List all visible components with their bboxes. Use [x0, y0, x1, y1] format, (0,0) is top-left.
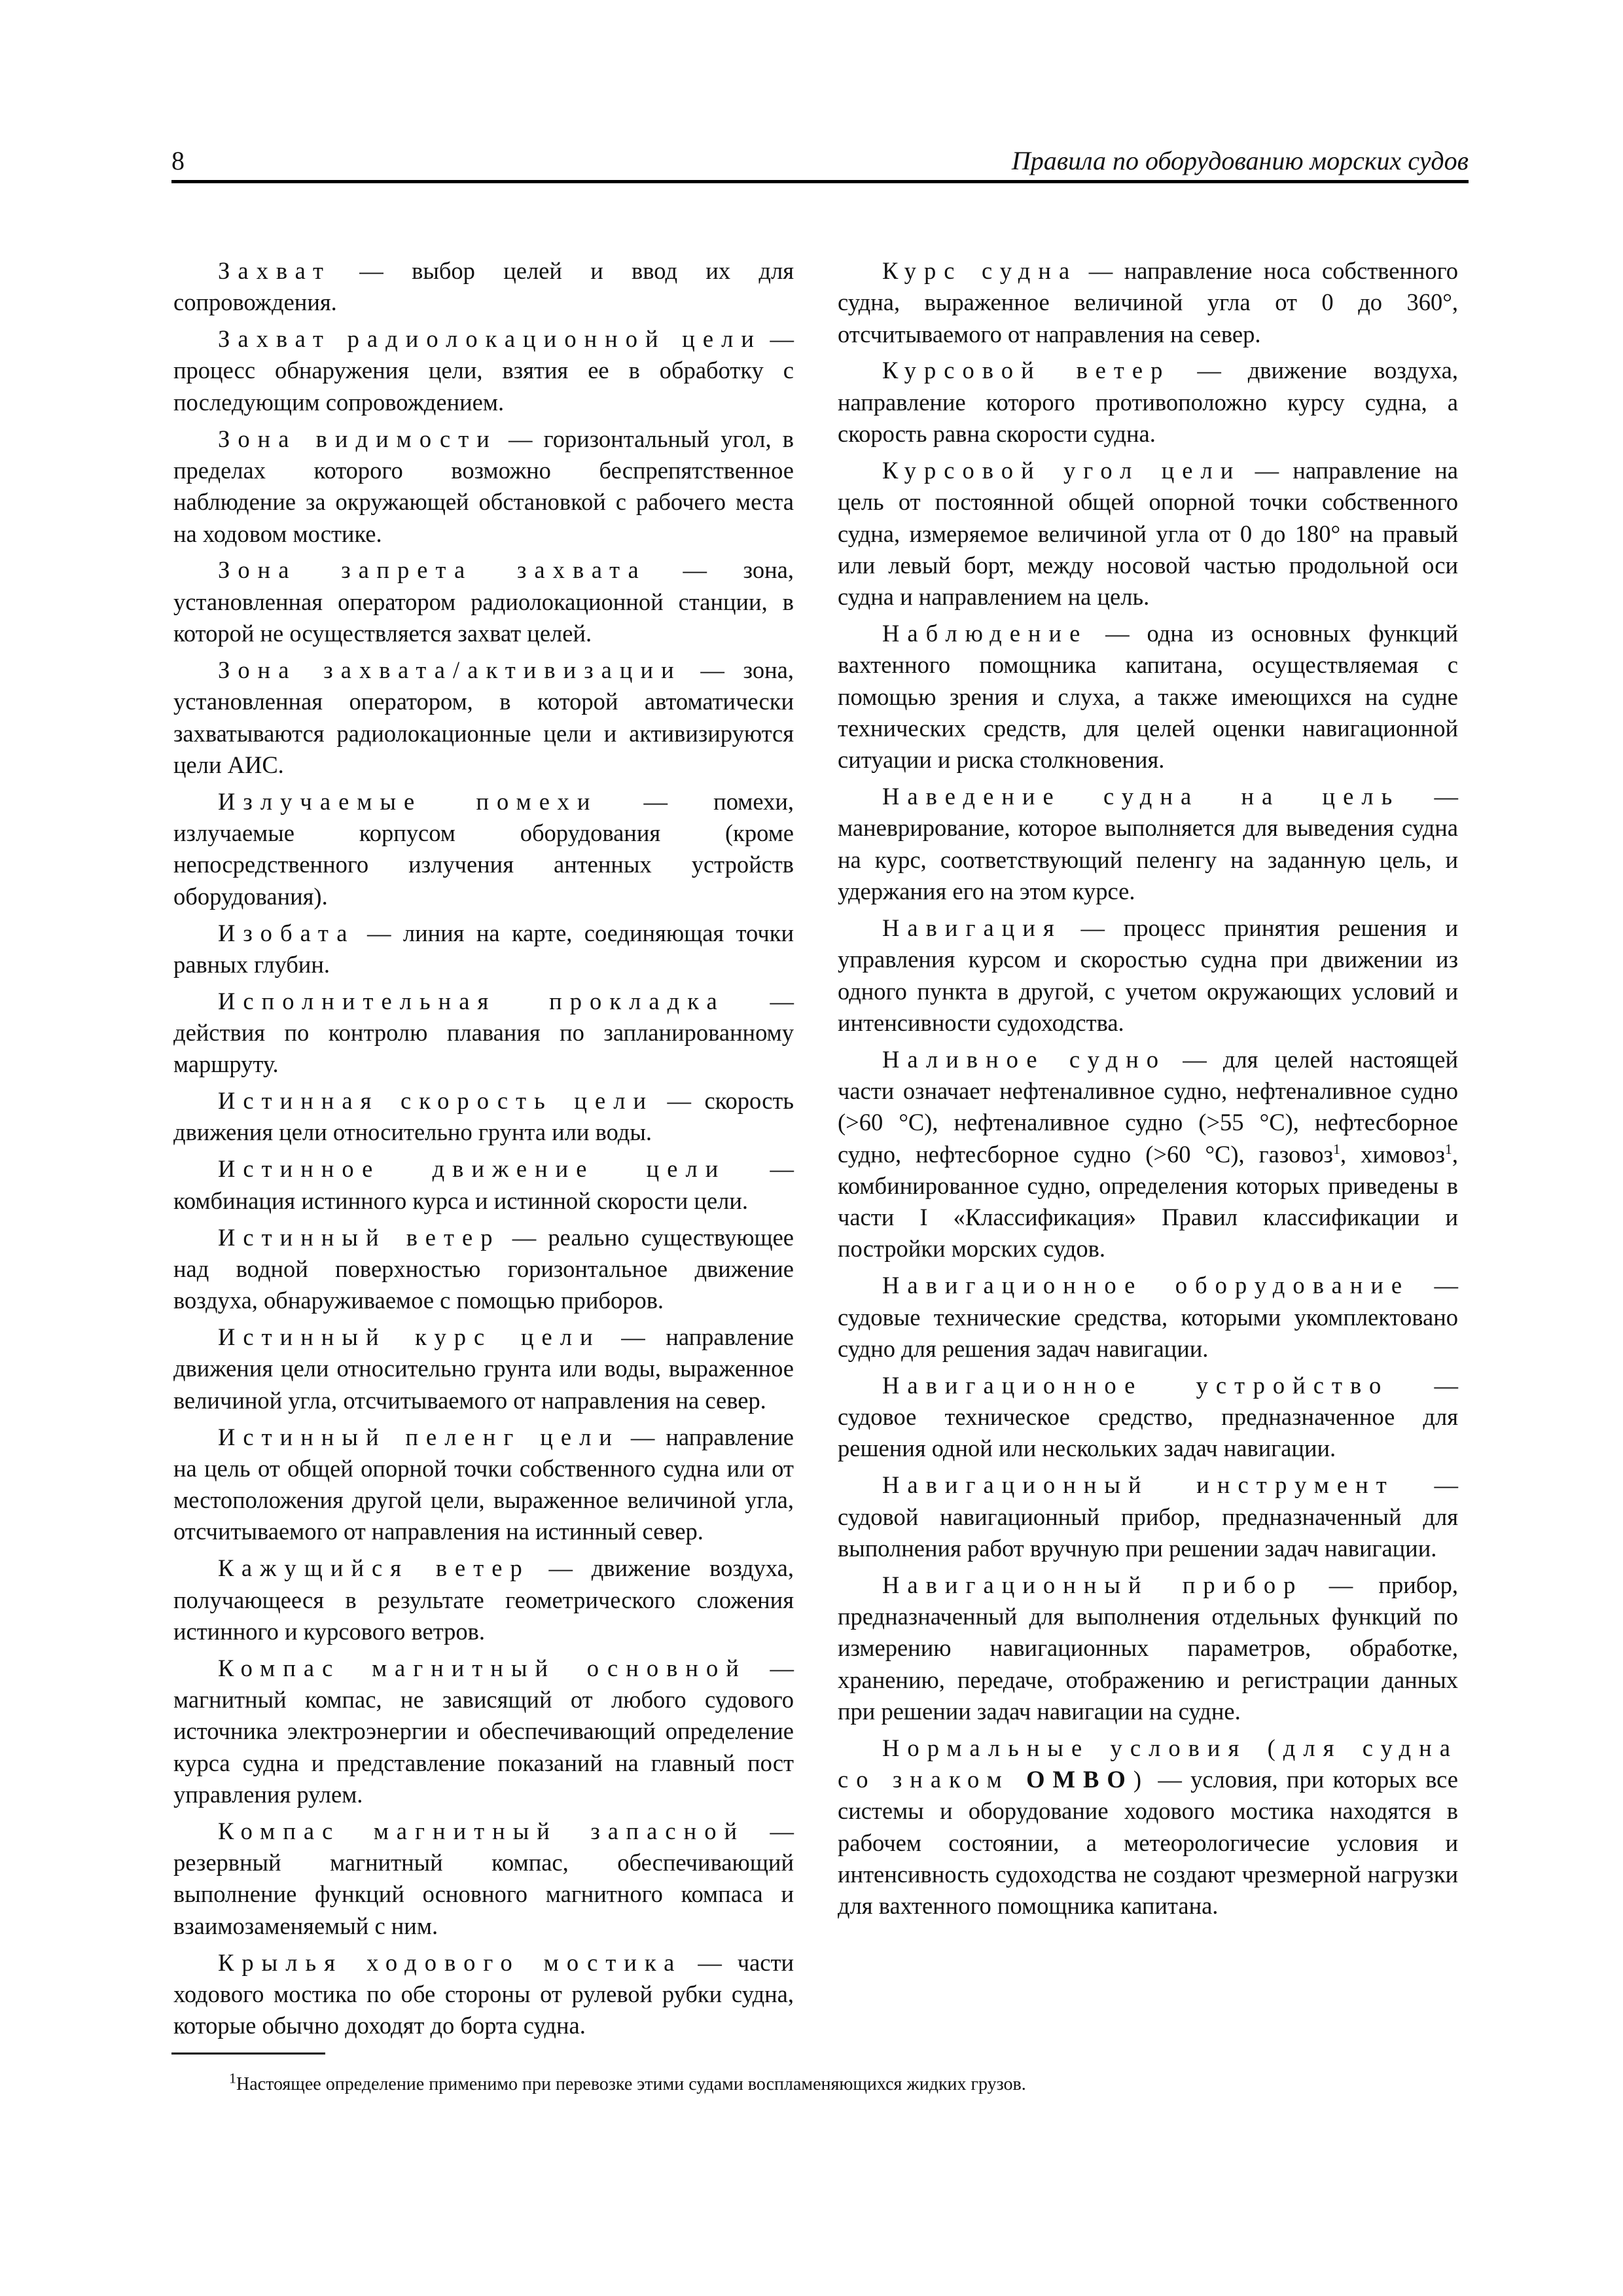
entry-term: Истинное движение цели	[218, 1155, 726, 1183]
entry-term: Компас магнитный запасной	[218, 1817, 745, 1844]
glossary-entry	[173, 554, 794, 649]
glossary-entry	[838, 455, 1458, 613]
entry-term: Навигационное устройство	[882, 1371, 1389, 1399]
glossary-entry	[838, 1270, 1458, 1365]
entry-term: Навигационное оборудование	[882, 1272, 1410, 1299]
entry-term: Компас магнитный основной	[218, 1654, 747, 1681]
entry-definition: — скорость движения цели относительно грунта или воды.	[173, 1087, 794, 1146]
right-column-entries-b	[838, 1270, 1458, 1727]
glossary-entry	[173, 1222, 794, 1317]
glossary-entry	[173, 1153, 794, 1217]
entry-term: Наливное судно	[882, 1045, 1167, 1073]
entry-definition: — действия по контролю плавания по запланированному маршруту.	[173, 987, 794, 1078]
entry-definition: — движение воздуха, направление которого противоположно курсу судна, а скорость равна скорости судна.	[838, 357, 1459, 448]
entry-definition: — зона, установленная оператором радиолокационной станции, в которой не осуществляется захват целей.	[173, 556, 794, 647]
glossary-entry	[173, 1947, 794, 2042]
entry-definition: — направление носа собственного судна, выраженное величиной угла от 0 до 360°, отсчитываемого от направления на север.	[838, 257, 1458, 348]
glossary-entry	[173, 1653, 794, 1810]
footnote-rule	[171, 2053, 325, 2054]
entry-definition: — для целей настоящей части означает нефтеналивное судно, нефтеналивное судно (>60 °С), нефтеналивное судно (>55 °С), нефтесборное судно, нефтесборное судно (>60 °С), газовоз	[838, 1045, 1458, 1168]
entry-term: Истинный курс цели	[218, 1323, 601, 1351]
entry-term: Зона запрета захвата	[218, 556, 647, 584]
entry-term: Наведение судна на цель	[882, 783, 1400, 810]
entry-definition: — процесс обнаружения цели, взятия ее в обработку с последующим сопровождением.	[173, 325, 794, 416]
footnote-ref: 1	[1332, 1140, 1340, 1157]
entry-definition: — одна из основных функций вахтенного помощника капитана, осуществляемая с помощью зрения и слуха, а также имеющихся на судне технических средств, для целей оценки навигационной ситуации и риска столкновения.	[838, 620, 1458, 774]
entry-definition: — магнитный компас, не зависящий от любого судового источника электроэнергии и обеспечивающий определение курса судна и представление показаний на главный пост управления рулем.	[173, 1654, 794, 1808]
entry-definition: — направление на цель от общей опорной точки собственного судна или от местоположения другой цели, выраженное величиной угла, отсчитываемого от направления на истинный север.	[173, 1423, 794, 1545]
entry-definition: — комбинация истинного курса и истинной скорости цели.	[173, 1155, 794, 1214]
glossary-entry	[173, 1816, 794, 1942]
glossary-entry-tanker	[838, 1044, 1458, 1265]
glossary-entry	[173, 1422, 794, 1548]
glossary-entry	[173, 655, 794, 781]
glossary-entry	[838, 1570, 1458, 1727]
entry-term: Навигационный инструмент	[882, 1471, 1395, 1499]
entry-term: Курс судна	[882, 257, 1078, 284]
entry-definition: — условия, при которых все системы и оборудование ходового мостика находятся в рабочем состоянии, а метеорологичесие условия и интенсивность судоходства не создают чрезмерной нагрузки для вахтенного помощника капитана.	[838, 1766, 1458, 1920]
left-column	[173, 255, 794, 2047]
glossary-entry	[838, 912, 1458, 1039]
entry-term: Наблюдение	[882, 620, 1088, 647]
header-rule	[171, 180, 1469, 183]
glossary-entry	[173, 918, 794, 981]
footnote-ref: 1	[1444, 1140, 1452, 1157]
entry-definition: — маневрирование, которое выполняется для выведения судна на курс, соответствующий пеленгу на заданную цель, и удержания его на этом курсе.	[838, 783, 1458, 905]
entry-definition: — направление на цель от постоянной общей опорной точки собственного судна, измеряемое величиной угла от 0 до 180° на правый или левый борт, между носовой частью продольной оси судна и направлением на цель.	[838, 456, 1459, 611]
glossary-entry	[173, 986, 794, 1081]
glossary-entry	[173, 1085, 794, 1149]
entry-term: Истинный пеленг цели	[218, 1423, 620, 1450]
entry-definition: — реально существующее над водной поверхностью горизонтальное движение воздуха, обнаруживаемое с помощью приборов.	[173, 1223, 794, 1314]
glossary-entry	[838, 618, 1458, 776]
glossary-entry	[838, 355, 1458, 450]
entry-definition: — резервный магнитный компас, обеспечивающий выполнение функций основного магнитного компаса и взаимозаменяемый с ним.	[173, 1817, 794, 1939]
entry-term: Изобата	[218, 919, 355, 946]
entry-definition: — прибор, предназначенный для выполнения отдельных функций по измерению навигационных параметров, обработке, хранению, передаче, отображению и регистрации данных при решении задач навигации на судне.	[838, 1571, 1458, 1725]
glossary-entry	[838, 781, 1458, 907]
glossary-entry	[173, 323, 794, 418]
running-header	[171, 145, 1469, 182]
entry-term: )	[1133, 1766, 1150, 1793]
entry-term: Навигация	[882, 914, 1062, 941]
glossary-entry	[173, 1552, 794, 1647]
glossary-entry	[838, 255, 1458, 350]
glossary-entry	[838, 1469, 1458, 1564]
glossary-entry	[173, 786, 794, 912]
glossary-entry	[173, 255, 794, 319]
entry-definition: — линия на карте, соединяющая точки равных глубин.	[173, 919, 794, 978]
entry-term: Курсовой угол цели	[882, 456, 1241, 484]
entry-term: Кажущийся ветер	[218, 1554, 530, 1582]
class-mark: OMBO	[1026, 1766, 1133, 1793]
right-column	[838, 255, 1458, 1927]
entry-definition: — помехи, излучаемые корпусом оборудования (кроме непосредственного излучения антенных устройств оборудования).	[173, 787, 794, 910]
entry-definition: — направление движения цели относительно грунта или воды, выраженное величиной угла, отсчитываемого от направления на север.	[173, 1323, 794, 1414]
entry-term: Навигационный прибор	[882, 1571, 1304, 1598]
entry-term: Исполнительная прокладка	[218, 987, 725, 1014]
footnote-text: Настоящее определение применимо при перевозке этими судами воспламеняющихся жидких грузов.	[236, 2074, 1026, 2094]
footnote-marker: 1	[229, 2070, 236, 2087]
entry-term: Истинный ветер	[218, 1223, 501, 1251]
entry-definition: — горизонтальный угол, в пределах которого возможно беспрепятственное наблюдение за окружающей обстановкой с рабочего места на ходовом мостике.	[173, 425, 794, 547]
running-title: Правила по оборудованию морских судов	[1011, 146, 1469, 175]
entry-definition: — выбор целей и ввод их для сопровождения.	[173, 257, 794, 316]
right-column-entries-a	[838, 255, 1458, 1039]
entry-definition: — судовые технические средства, которыми укомплектовано судно для решения задач навигации.	[838, 1272, 1458, 1362]
entry-definition: — движение воздуха, получающееся в результате геометрического сложения истинного и курсового ветров.	[173, 1554, 794, 1645]
glossary-entry	[173, 423, 794, 550]
entry-term: Захват	[218, 257, 331, 284]
entry-definition: — зона, установленная оператором, в которой автоматически захватываются радиолокационные цели и активизируются цели АИС.	[173, 656, 794, 778]
entry-term: Излучаемые помехи	[218, 787, 598, 815]
entry-definition: , химовоз	[1340, 1140, 1445, 1168]
entry-term: Зона захвата/активизации	[218, 656, 682, 683]
entry-term: Истинная скорость цели	[218, 1087, 654, 1115]
entry-term: Захват радиолокационной цели	[218, 325, 762, 353]
entry-term: Нормальные условия (для судна со знаком	[838, 1734, 1458, 1793]
entry-term: Крылья ходового мостика	[218, 1948, 683, 1976]
entry-definition: , комбинированное судно, определения которых приведены в части I «Классификация» Правил классификации и постройки морских судов.	[838, 1140, 1458, 1263]
entry-definition: — части ходового мостика по обе стороны от рулевой рубки судна, которые обычно доходят до борта судна.	[173, 1948, 794, 2039]
glossary-entry-normal-conditions	[838, 1732, 1458, 1922]
entry-definition: — процесс принятия решения и управления курсом и скоростью судна при движении из одного пункта в другой, с учетом окружающих условий и интенсивности судоходства.	[838, 914, 1458, 1036]
glossary-entry	[173, 1321, 794, 1416]
entry-term: Курсовой ветер	[882, 357, 1171, 384]
glossary-entry	[838, 1370, 1458, 1465]
footnote	[229, 2070, 1026, 2096]
entry-term: Зона видимости	[218, 425, 497, 452]
page-number: 8	[171, 146, 185, 175]
entry-definition: — судовое техническое средство, предназначенное для решения одной или нескольких задач навигации.	[838, 1371, 1458, 1462]
entry-definition: — судовой навигационный прибор, предназначенный для выполнения работ вручную при решении задач навигации.	[838, 1471, 1458, 1562]
